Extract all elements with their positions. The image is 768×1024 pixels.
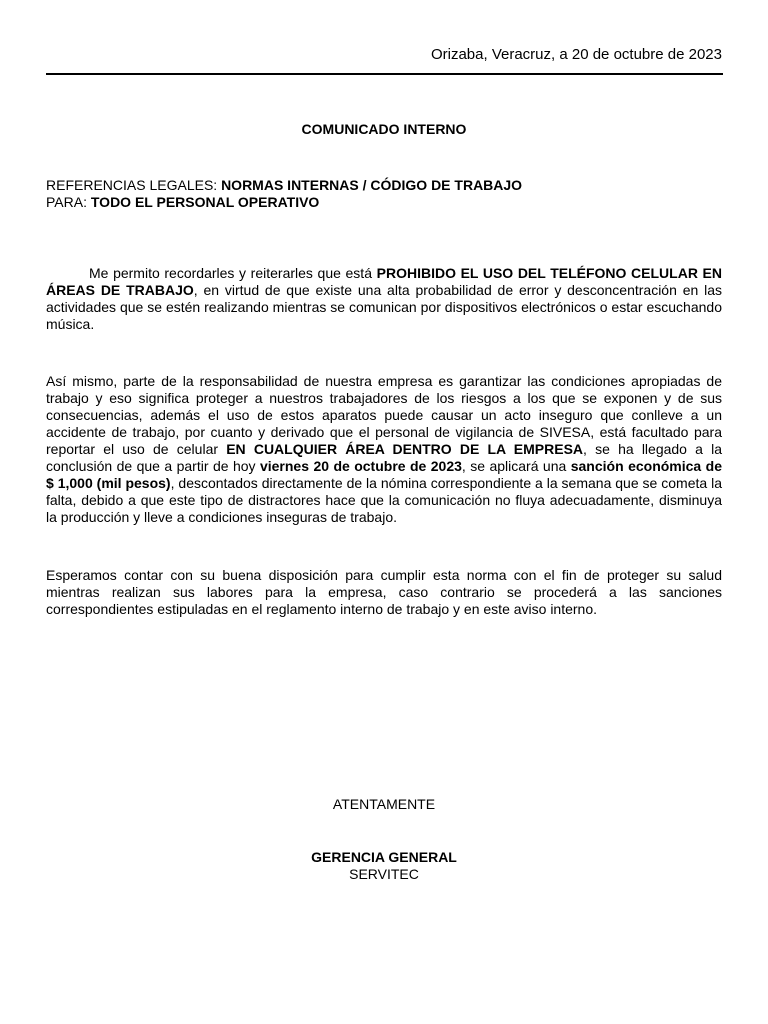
recipient-label: PARA:	[46, 194, 91, 210]
body-text: , descontados directamente de la nómina correspondiente a la semana que se cometa la falta, debido a que este tipo de distractores hace que la comunicación no fluya adecuadamente, disminuya la producción y lleve a condiciones inseguras de trabajo.	[46, 475, 722, 525]
document-title: COMUNICADO INTERNO	[301, 121, 467, 137]
body-text: Así mismo, parte de la responsabilidad de nuestra empresa es garantizar las condiciones apropiadas de trabajo y eso significa proteger a nuestros trabajadores de los riesgos a los que se exponen y de sus consecuencias, además el uso de estos aparatos puede causar un acto inseguro que conlleve a un accidente de trabajo, por cuanto y derivado que el personal de vigilancia de SIVESA, está facultado para reportar el uso de celular	[46, 373, 722, 457]
emphasized-text: viernes 20 de octubre de 2023	[259, 458, 462, 474]
emphasized-text: PROHIBIDO EL USO DEL TELÉFONO CELULAR EN ÁREAS DE TRABAJO	[46, 265, 723, 298]
signer-name: GERENCIA GENERAL	[311, 849, 457, 865]
recipient-value: TODO EL PERSONAL OPERATIVO	[90, 194, 320, 210]
recipient	[46, 194, 319, 211]
emphasized-text: sanción económica de $ 1,000 (mil pesos)	[46, 458, 722, 491]
signer-company: SERVITEC	[349, 866, 419, 882]
paragraph-2	[46, 373, 722, 526]
body-text: Esperamos contar con su buena disposición para cumplir esta norma con el fin de proteger su salud mientras realizan sus labores para la empresa, caso contrario se procederá a las sanciones correspondientes estipuladas en el reglamento interno de trabajo y en este aviso interno.	[46, 567, 722, 617]
legal-references-value: NORMAS INTERNAS / CÓDIGO DE TRABAJO	[221, 177, 523, 193]
closing-salutation: ATENTAMENTE	[332, 796, 436, 812]
header-divider	[46, 73, 723, 75]
body-text: , se aplicará una	[461, 458, 571, 474]
legal-references-label: REFERENCIAS LEGALES:	[46, 177, 222, 193]
paragraph-1	[46, 265, 722, 333]
legal-references	[46, 177, 522, 194]
body-text: Me permito recordarles y reiterarles que está	[89, 265, 377, 281]
emphasized-text: EN CUALQUIER ÁREA DENTRO DE LA EMPRESA	[226, 441, 584, 457]
body-text: , en virtud de que existe una alta probabilidad de error y desconcentración en las actividades que se estén realizando mientras se comunican por dispositivos electrónicos o estar escuchando música.	[46, 282, 722, 332]
document-date: Orizaba, Veracruz, a 20 de octubre de 2023	[430, 46, 722, 63]
body-text: , se ha llegado a la conclusión de que a partir de hoy	[46, 441, 723, 474]
paragraph-3	[46, 567, 722, 618]
